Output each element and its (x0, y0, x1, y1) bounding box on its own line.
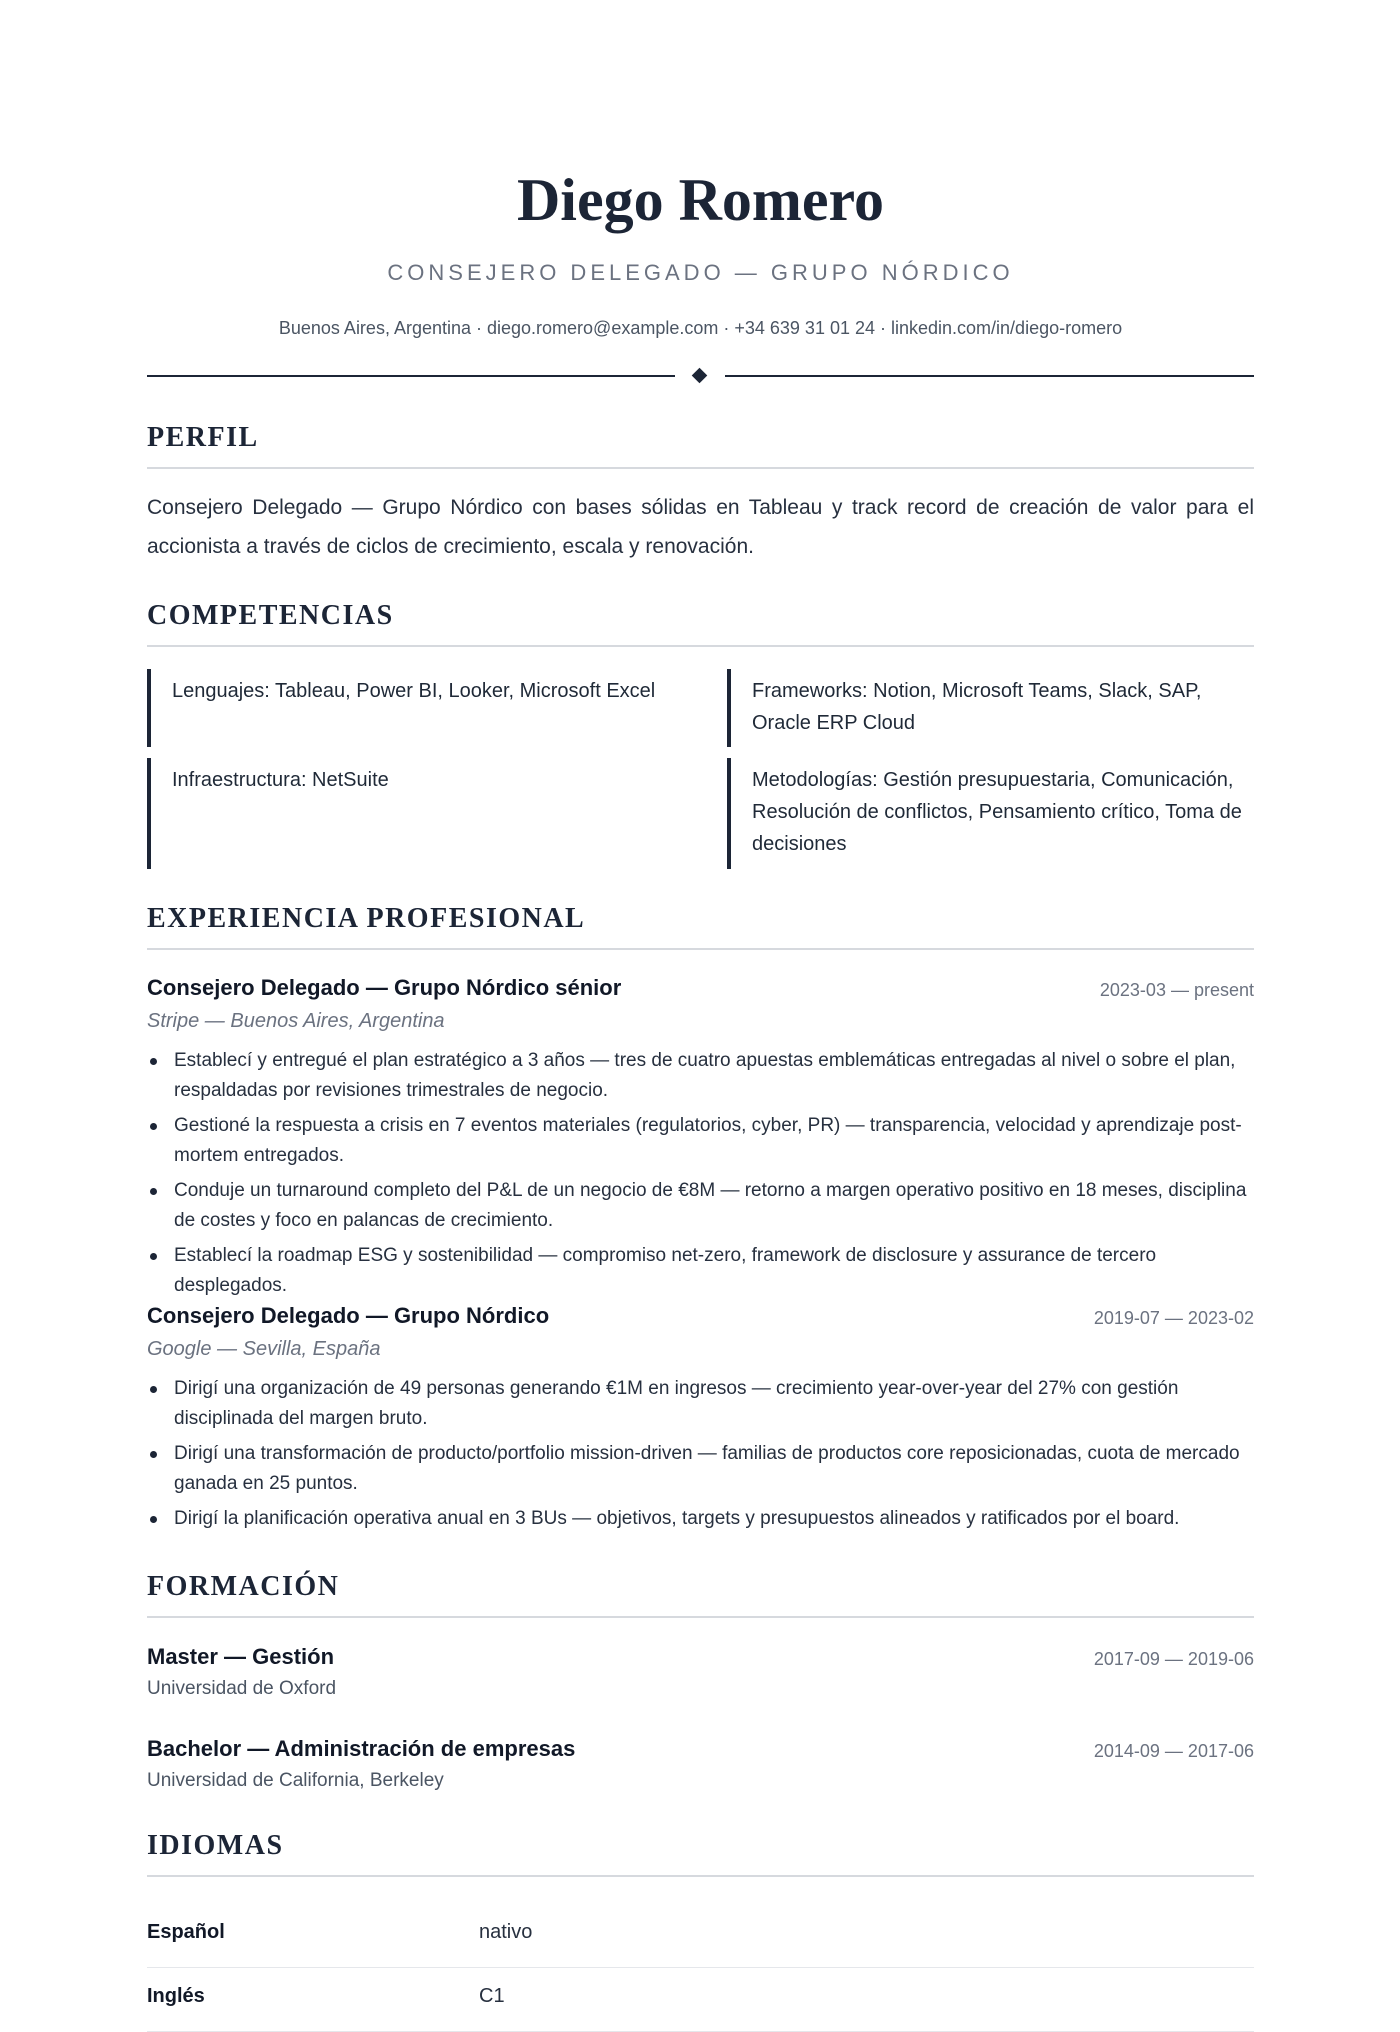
skill-item: Infraestructura: NetSuite (147, 758, 687, 869)
candidate-name: Diego Romero (516, 167, 885, 233)
language-row (147, 1903, 1254, 1968)
profile-summary: Consejero Delegado — Grupo Nórdico con bases sólidas en Tableau y track record de creación de valor para el accionista a través de ciclos de crecimiento, escala y renovación. (147, 496, 1254, 558)
job-company: Google — Sevilla, España (147, 1338, 381, 1360)
divider-line-right (725, 375, 1254, 377)
section-title-profile: PERFIL (147, 421, 1254, 469)
language-level: C1 (479, 1985, 505, 2007)
section-title-languages: IDIOMAS (147, 1829, 1254, 1877)
job-dates: 2023-03 — present (1099, 980, 1254, 1000)
job-bullets (147, 1046, 1254, 1306)
header-divider (147, 366, 1254, 386)
list-item: Establecí la roadmap ESG y sostenibilidad — compromiso net-zero, framework de disclosure y assurance de tercero desplegados. (174, 1241, 1254, 1301)
education-degree: Master — Gestión (147, 1644, 335, 1669)
list-item: Gestioné la respuesta a crisis en 7 eventos materiales (regulatorios, cyber, PR) — transparencia, velocidad y aprendizaje post-mortem entregados. (174, 1111, 1254, 1171)
job-company: Stripe — Buenos Aires, Argentina (147, 1010, 445, 1032)
job-title: Consejero Delegado — Grupo Nórdico (147, 1303, 550, 1328)
job-bullets (147, 1374, 1254, 1539)
language-name: Inglés (147, 1985, 205, 2007)
section-title-experience: EXPERIENCIA PROFESIONAL (147, 902, 1254, 950)
list-item: Dirigí una organización de 49 personas generando €1M en ingresos — crecimiento year-over-year del 27% con gestión disciplinada del margen bruto. (174, 1374, 1254, 1434)
education-dates: 2014-09 — 2017-06 (1093, 1741, 1254, 1761)
contact-line: Buenos Aires, Argentina · diego.romero@example.com · +34 639 31 01 24 · linkedin.com/in/diego-romero (278, 318, 1123, 338)
job-title: Consejero Delegado — Grupo Nórdico sénior (147, 975, 622, 1000)
education-school: Universidad de California, Berkeley (147, 1770, 444, 1791)
skill-item: Lenguajes: Tableau, Power BI, Looker, Microsoft Excel (147, 669, 687, 747)
job-dates: 2019-07 — 2023-02 (1093, 1308, 1254, 1328)
divider-line-left (147, 375, 675, 377)
skill-item: Frameworks: Notion, Microsoft Teams, Slack, SAP, Oracle ERP Cloud (727, 669, 1254, 747)
language-name: Español (147, 1921, 225, 1943)
section-title-skills: COMPETENCIAS (147, 599, 1254, 647)
language-level: nativo (479, 1921, 533, 1943)
education-dates: 2017-09 — 2019-06 (1093, 1649, 1254, 1669)
list-item: Conduje un turnaround completo del P&L de un negocio de €8M — retorno a margen operativo positivo en 18 meses, disciplina de costes y foco en palancas de crecimiento. (174, 1176, 1254, 1236)
education-school: Universidad de Oxford (147, 1678, 337, 1699)
candidate-headline: CONSEJERO DELEGADO — GRUPO NÓRDICO (387, 260, 1014, 285)
list-item: Dirigí una transformación de producto/portfolio mission-driven — familias de productos core reposicionadas, cuota de mercado ganada en 25 puntos. (174, 1439, 1254, 1499)
list-item: Dirigí la planificación operativa anual en 3 BUs — objetivos, targets y presupuestos alineados y ratificados por el board. (174, 1504, 1254, 1534)
section-title-education: FORMACIÓN (147, 1570, 1254, 1618)
language-row (147, 1967, 1254, 2032)
education-degree: Bachelor — Administración de empresas (147, 1736, 576, 1761)
diamond-icon (692, 368, 708, 384)
skill-item: Metodologías: Gestión presupuestaria, Comunicación, Resolución de conflictos, Pensamiento crítico, Toma de decisiones (727, 758, 1254, 869)
list-item: Establecí y entregué el plan estratégico a 3 años — tres de cuatro apuestas emblemáticas entregadas al nivel o sobre el plan, respaldadas por revisiones trimestrales de negocio. (174, 1046, 1254, 1106)
